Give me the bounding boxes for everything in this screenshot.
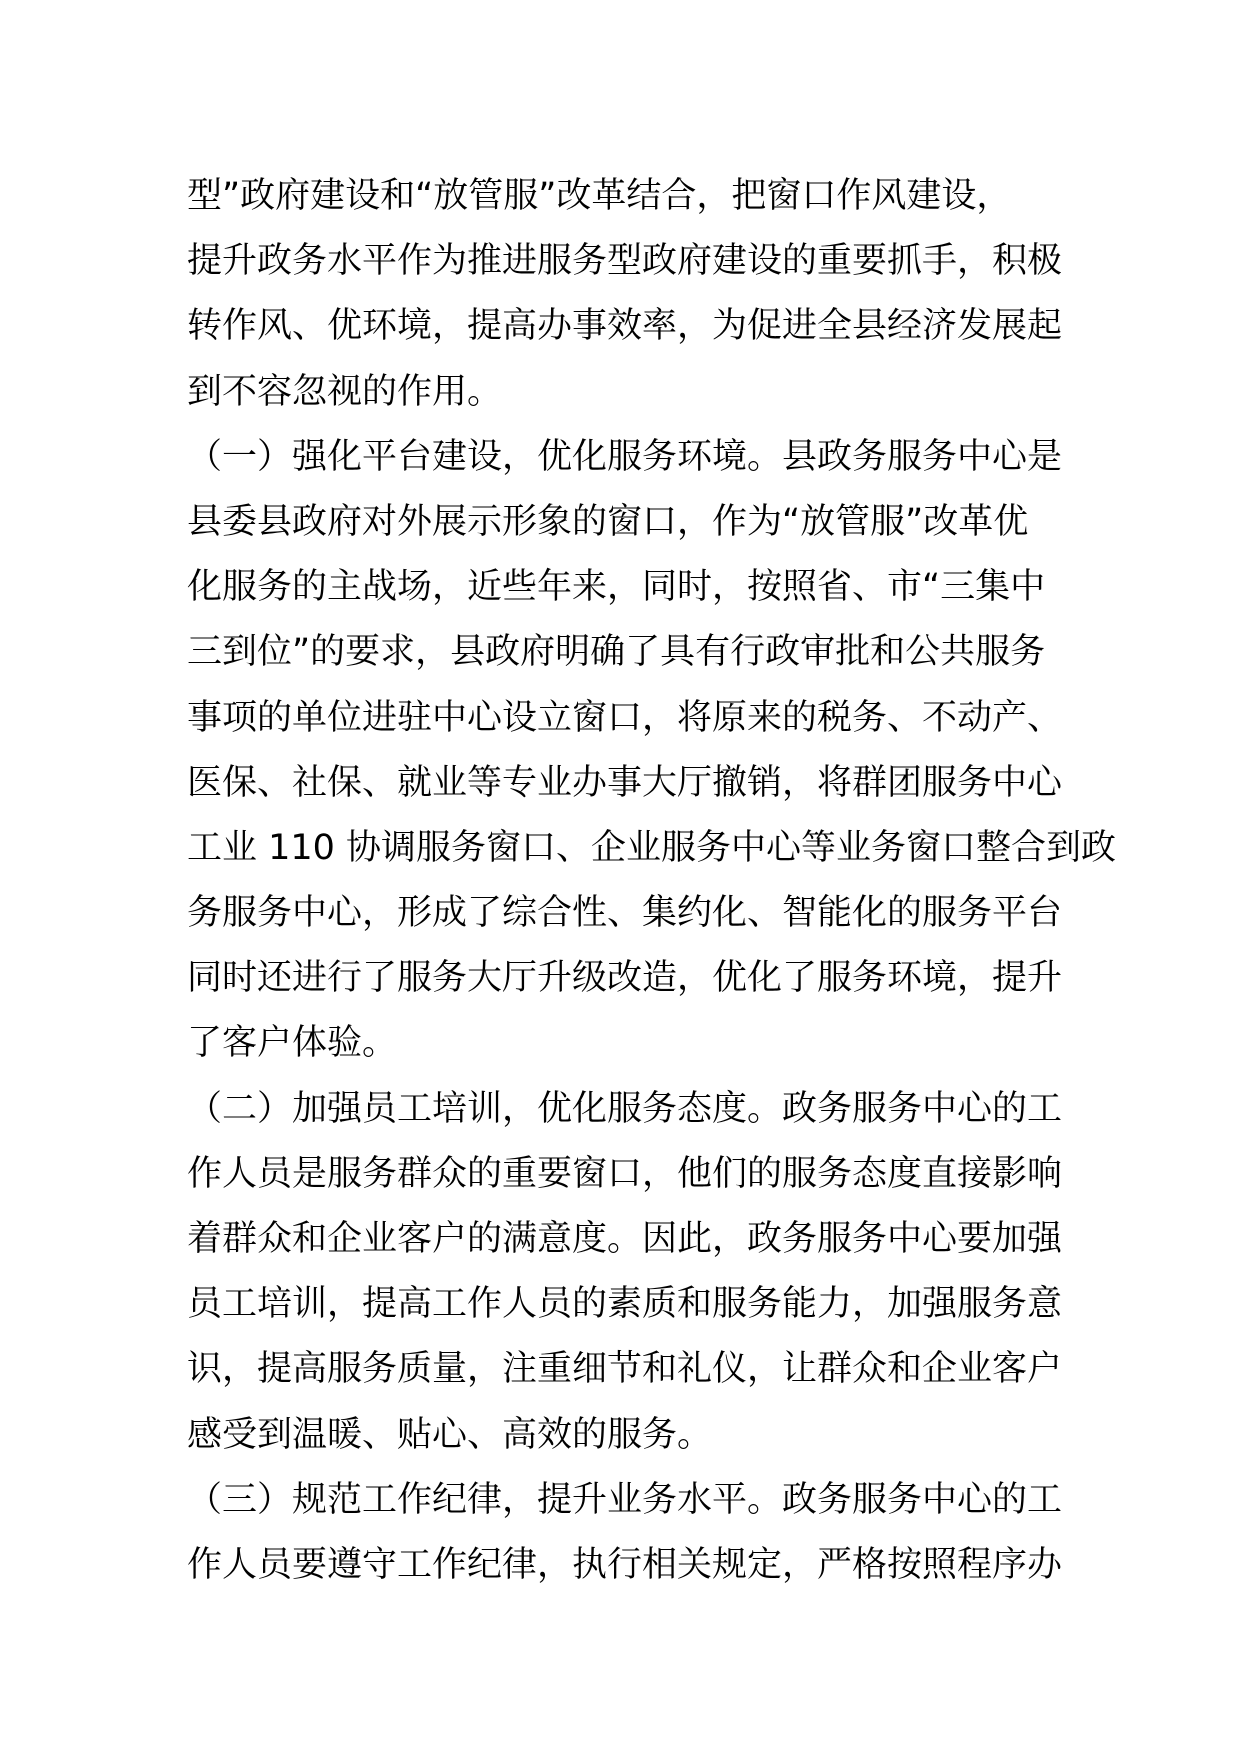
text-line: 县委县政府对外展示形象的窗口，作为“放管服”改革优 <box>187 501 1029 542</box>
text-line: 三到位”的要求，县政府明确了具有行政审批和公共服务 <box>187 632 1046 673</box>
text-line: 型”政府建设和“放管服”改革结合，把窗口作风建设， <box>187 176 1012 216</box>
text-line: 感受到温暖、贴心、高效的服务。 <box>187 1414 713 1455</box>
text-line: 了客户体验。 <box>187 1023 398 1064</box>
text-line: 工业 110 协调服务窗口、企业服务中心等业务窗口整合到政 <box>187 827 1117 868</box>
section-heading-line: （三）规范工作纪律，提升业务水平。政务服务中心的工 <box>187 1479 1063 1520</box>
text-line: 识，提高服务质量，注重细节和礼仪，让群众和企业客户 <box>187 1349 1063 1390</box>
text-line: 作人员要遵守工作纪律，执行相关规定，严格按照程序办 <box>187 1544 1063 1585</box>
section-heading-line: （二）加强员工培训，优化服务态度。政务服务中心的工 <box>187 1088 1063 1129</box>
text-line: 提升政务水平作为推进服务型政府建设的重要抓手，积极 <box>187 241 1063 282</box>
text-line: 作人员是服务群众的重要窗口，他们的服务态度直接影响 <box>187 1153 1063 1194</box>
section-heading-line: （一）强化平台建设，优化服务环境。县政务服务中心是 <box>187 436 1063 477</box>
text-line: 同时还进行了服务大厅升级改造，优化了服务环境，提升 <box>187 958 1063 999</box>
text-line: 务服务中心，形成了综合性、集约化、智能化的服务平台 <box>187 893 1063 934</box>
text-line: 到不容忽视的作用。 <box>187 371 503 412</box>
text-line: 着群众和企业客户的满意度。因此，政务服务中心要加强 <box>187 1219 1063 1259</box>
text-line: 员工培训，提高工作人员的素质和服务能力，加强服务意 <box>187 1284 1063 1325</box>
body-text <box>187 164 1117 1598</box>
text-line: 事项的单位进驻中心设立窗口，将原来的税务、不动产、 <box>187 697 1063 738</box>
text-line: 医保、社保、就业等专业办事大厅撤销，将群团服务中心 <box>187 762 1063 803</box>
text-line: 转作风、优环境，提高办事效率，为促进全县经济发展起 <box>187 306 1063 347</box>
text-line: 化服务的主战场，近些年来，同时，按照省、市“三集中 <box>187 567 1046 608</box>
